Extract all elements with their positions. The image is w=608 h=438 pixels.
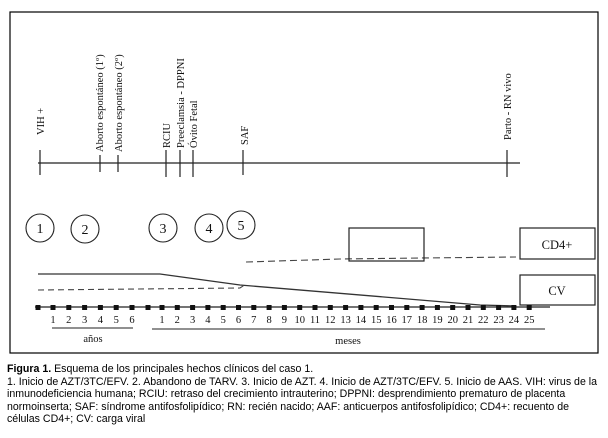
event-label-rciu: RCIU [162,122,173,148]
months-tick-label: 10 [294,315,305,326]
axis-square-marker [251,305,256,310]
axis-square-marker [358,305,363,310]
event-label-parto: Parto - RN vivo [503,73,514,140]
months-tick-label: 7 [251,315,257,326]
axis-square-marker [466,305,471,310]
marker-3 [149,214,177,242]
event-label-vih: VIH + [36,107,47,135]
axis-square-marker [146,305,151,310]
blank-box [349,228,424,261]
months-tick-label: 24 [508,315,520,326]
marker-number: 3 [159,222,167,237]
marker-2 [71,215,99,243]
months-tick-label: 21 [462,315,474,326]
months-tick-label: 17 [401,315,413,326]
axis-tick-labels [50,315,534,326]
axis-square-marker [389,305,394,310]
axis-square-marker [205,305,210,310]
years-tick-label: 4 [97,315,104,326]
months-axis-label: meses [335,336,361,347]
months-tick-label: 8 [266,315,272,326]
months-tick-label: 19 [432,315,443,326]
months-tick-label: 16 [386,315,397,326]
axis-square-marker [175,305,180,310]
cd4-box [520,228,595,259]
axis-square-marker [404,305,409,310]
cd4-label: CD4+ [541,238,573,252]
axis-square-marker [297,305,302,310]
axis-square-marker [511,305,516,310]
months-tick-label: 6 [235,315,242,326]
axis-square-marker [450,305,455,310]
axis-square-marker [236,305,241,310]
marker-4 [195,214,223,242]
caption-body: 1. Inicio de AZT/3TC/EFV. 2. Abandono de TARV. 3. Inicio de AZT. 4. Inicio de AZT/3TC/EFV. 5. Inicio de AAS. VIH: virus de la inmunodeficiencia humana; RCIU: retraso del crecimiento intrauterino; DPPNI: desprendimiento prematuro de placenta normoinserta; SAF: síndrome antifosfolipídico; RN: recién nacido; AAF: anticuerpos antifosfolipídico; CD4+: recuento de células CD4+; CV: carga viral [7,375,598,426]
marker-number: 1 [36,222,44,237]
years-axis-label: años [83,334,103,345]
months-tick-label: 14 [355,315,367,326]
axis-square-marker [343,305,348,310]
months-tick-label: 22 [478,315,489,326]
figure-caption [7,363,603,426]
axis-square-marker [190,305,195,310]
axis-square-marker [435,305,440,310]
axis-square-marker [114,305,119,310]
months-tick-label: 13 [340,315,351,326]
months-tick-label: 18 [416,315,428,326]
months-tick-label: 20 [447,315,458,326]
event-label-saf: SAF [240,125,251,145]
event-label-obito-fetal: Óvito Fetal [189,100,200,148]
caption-title-line [7,363,603,376]
months-tick-label: 1 [159,315,165,326]
years-tick-label: 1 [50,315,56,326]
months-tick-label: 23 [493,315,504,326]
marker-5 [227,211,255,239]
marker-number: 4 [205,222,213,237]
months-tick-label: 12 [325,315,336,326]
marker-1 [26,214,54,242]
axis-square-marker [51,305,56,310]
axis-square-marker [527,305,532,310]
cv-dashed-start [38,284,246,290]
months-tick-label: 25 [523,315,535,326]
axis-square-marker [160,305,165,310]
axis-square-marker [130,305,135,310]
cd4-trend-line [38,274,516,306]
months-tick-label: 11 [309,315,321,326]
caption-figure-label: Figura 1. [7,363,52,375]
axis-square-marker [328,305,333,310]
axis-square-marker [374,305,379,310]
caption-title: Esquema de los principales hechos clínicos del caso 1. [51,363,314,375]
marker-number: 2 [81,223,89,238]
months-tick-label: 4 [205,315,211,326]
years-tick-label: 5 [113,315,119,326]
axis-square-marker [221,305,226,310]
years-tick-label: 6 [129,315,135,326]
axis-square-marker [36,305,41,310]
event-label-preeclampsia: Preeclamsia - DPPNI [176,58,187,148]
months-tick-label: 5 [220,315,226,326]
months-tick-label: 2 [174,315,180,326]
months-tick-label: 15 [370,315,382,326]
axis-square-marker [82,305,87,310]
months-tick-label: 3 [189,315,196,326]
event-label-aborto-1: Aborto espontáneo (1º) [95,54,106,152]
axis-square-marker [267,305,272,310]
years-tick-label: 3 [81,315,88,326]
axis-square-marker [420,305,425,310]
axis-square-marker [98,305,103,310]
cv-box [520,275,595,305]
axis-square-marker [496,305,501,310]
axis-square-marker [313,305,318,310]
cv-label: CV [548,284,566,298]
marker-number: 5 [237,219,245,234]
axis-square-marker [282,305,287,310]
event-label-aborto-2: Aborto espontáneo (2º) [114,54,125,152]
months-tick-label: 9 [281,315,288,326]
axis-square-marker [481,305,486,310]
years-tick-label: 2 [66,315,72,326]
axis-square-marker [66,305,71,310]
